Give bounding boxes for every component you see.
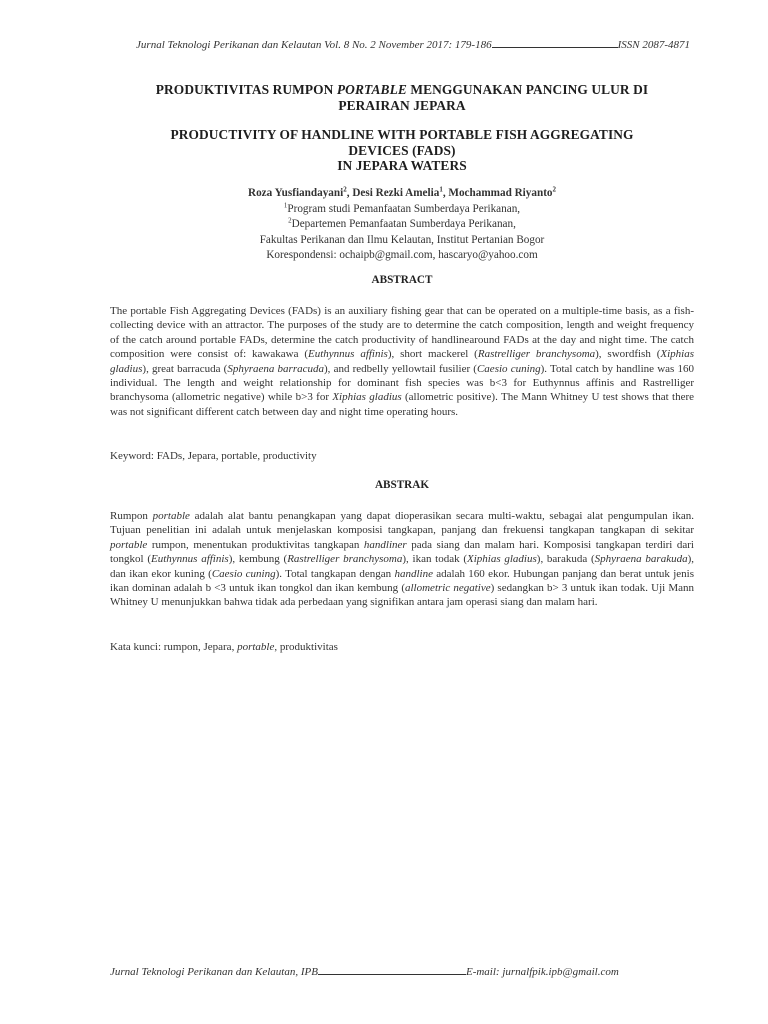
abstrak-italic-2: portable — [110, 538, 148, 551]
abstrak-text-5: ), kembung ( — [228, 553, 288, 566]
abstrak-text-2: adalah alat bantu penangkapan yang dapat dioperasikan secara multi-waktu, sebagai alat pengumpulan ikan. Tujuan penelitian ini adalah untuk menjelaskan komposisi tangkapan, panjang dan frekuensi tangkapan tangkapan di sekitar — [110, 510, 694, 537]
title-en-line-1: PRODUCTIVITY OF HANDLINE WITH PORTABLE FISH AGGREGATING — [170, 127, 634, 142]
kata-kunci-prefix: Kata kunci: rumpon, Jepara, — [110, 641, 238, 653]
abstrak-text-11: ) sedangkan b> 3 untuk ikan todak. Uji Mann Whitney U menunjukkan bahwa tidak ada perbedaan yang signifikan antara jam operasi siang dan malam hari. — [110, 582, 694, 609]
abstrak-italic-4: Euthynnus affinis — [151, 553, 229, 566]
author-sep-1: , — [346, 187, 353, 199]
abstrak-text-10: adalah 160 ekor. Hubungan panjang dan berat untuk jenis ikan dominan adalah b <3 untuk ikan tongkol dan ikan kembung ( — [110, 567, 694, 595]
footer-rule — [318, 965, 466, 975]
header-issn: ISSN 2087-4871 — [617, 39, 690, 51]
abstract-species-1: Euthynnus affinis — [308, 348, 388, 361]
title-indonesian — [110, 82, 694, 113]
kata-kunci-suffix: , produktivitas — [274, 641, 338, 653]
author-3: Mochammad Riyanto — [448, 187, 553, 199]
abstract-text-1: The portable Fish Aggregating Devices (FADs) is an auxiliary fishing gear that can be operated on a multiple-time basis, as a fish-collecting device with an attractor. The purposes of the study are to determine the catch composition, length and weight frequency of the catch around portable FADs, determine the catch productivity of handlinearound FADs at the day and night time. The catch composition were consist of: kawakawa ( — [110, 305, 694, 361]
abstract-species-5: Caesio cuning — [476, 362, 541, 375]
abstrak-italic-7: Sphyraena barakuda — [594, 553, 688, 566]
abstract-keywords: Keyword: FADs, Jepara, portable, productivity — [110, 450, 317, 462]
affiliation-2-text: Departemen Pemanfaatan Sumberdaya Perikanan, — [291, 218, 516, 230]
affiliation-3: Fakultas Perikanan dan Ilmu Kelautan, Institut Pertanian Bogor — [259, 233, 545, 246]
running-footer — [110, 965, 670, 978]
affiliation-2 — [110, 217, 694, 233]
affiliation-1-sup: 1 — [283, 200, 288, 209]
abstrak-heading: ABSTRAK — [374, 479, 430, 491]
abstrak-keywords — [110, 640, 694, 654]
affiliation-1 — [110, 202, 694, 218]
abstrak-text-7: ), barakuda ( — [536, 553, 595, 566]
abstract-text-4: ), great barracuda ( — [142, 362, 228, 375]
affiliation-2-sup: 2 — [288, 216, 292, 225]
abstrak-text-3: rumpon, menentukan produktivitas tangkapan — [147, 538, 364, 551]
title-id-italic: PORTABLE — [336, 82, 407, 97]
author-sep-2: , — [442, 187, 449, 199]
abstract-body — [110, 304, 694, 419]
footer-journal: Jurnal Teknologi Perikanan dan Kelautan, IPB — [110, 966, 318, 978]
kata-kunci-italic: portable — [237, 641, 275, 653]
abstrak-italic-1: portable — [152, 510, 190, 522]
abstrak-italic-3: handliner — [363, 538, 407, 551]
abstract-text-3: ), swordfish ( — [595, 348, 661, 361]
abstrak-text-6: ), ikan todak ( — [402, 553, 468, 566]
title-id-prefix: PRODUKTIVITAS RUMPON — [155, 82, 337, 97]
title-en-line-3: IN JEPARA WATERS — [337, 158, 467, 173]
authors-line — [110, 186, 694, 202]
title-en-line-2: DEVICES (FADS) — [348, 142, 456, 158]
running-header — [110, 38, 690, 51]
abstrak-italic-6: Xiphias gladius — [467, 553, 537, 566]
correspondence: Korespondensi: ochaipb@gmail.com, hascaryo@yahoo.com — [266, 249, 538, 261]
title-id-line-2: PERAIRAN JEPARA — [338, 97, 466, 113]
abstract-species-4: Sphyraena barracuda — [227, 362, 324, 375]
abstract-text-6: ). Total catch by handline was 160 individual. The length and weight relationship for dominant fish species was b<3 for Euthynnus affinis and Rastrelliger branchysoma (allometric negative) while b>3 for — [110, 362, 694, 404]
abstract-species-3: Xiphias gladius — [110, 348, 694, 375]
title-id-suffix: MENGGUNAKAN PANCING ULUR DI — [406, 82, 649, 97]
abstract-species-2: Rastrelliger branchysoma — [477, 348, 596, 361]
abstrak-text-9: ). Total tangkapan dengan — [275, 567, 395, 580]
author-2: Desi Rezki Amelia — [352, 187, 440, 199]
title-english — [110, 127, 694, 174]
title-id-line-1 — [110, 82, 694, 98]
abstrak-italic-10: allometric negative — [405, 582, 491, 595]
abstract-species-6: Xiphias gladius — [332, 391, 402, 404]
abstrak-italic-5: Rastrelliger branchysoma — [287, 553, 403, 566]
author-1-sup: 2 — [343, 185, 347, 194]
abstrak-text-8: ), dan ikan ekor kuning ( — [110, 553, 695, 580]
abstrak-text-1: Rumpon — [110, 510, 153, 522]
abstract-text-7: (allometric positive). The Mann Whitney U test shows that there was not significant different catch between day and night time operating hours. — [110, 391, 694, 418]
author-3-sup: 2 — [552, 185, 557, 194]
abstract-text-5: ), and redbelly yellowtail fusilier ( — [323, 362, 477, 375]
footer-email: E-mail: jurnalfpik.ipb@gmail.com — [465, 966, 619, 978]
abstrak-italic-9: handline — [394, 567, 433, 580]
author-1: Roza Yusfiandayani — [247, 187, 344, 199]
author-2-sup: 1 — [439, 185, 443, 194]
authors-block — [110, 186, 694, 264]
header-rule — [492, 38, 618, 48]
abstrak-text-4: pada siang dan malam hari. Komposisi tangkapan terdiri dari tongkol ( — [110, 538, 694, 566]
header-journal: Jurnal Teknologi Perikanan dan Kelautan Vol. 8 No. 2 November 2017: 179-186 — [136, 39, 492, 51]
abstract-text-2: ), short mackerel ( — [387, 348, 478, 361]
affiliation-1-text: Program studi Pemanfaatan Sumberdaya Perikanan, — [287, 202, 521, 215]
abstrak-italic-8: Caesio cuning — [211, 567, 276, 580]
abstract-heading: ABSTRACT — [371, 274, 433, 286]
abstrak-body — [110, 509, 694, 610]
